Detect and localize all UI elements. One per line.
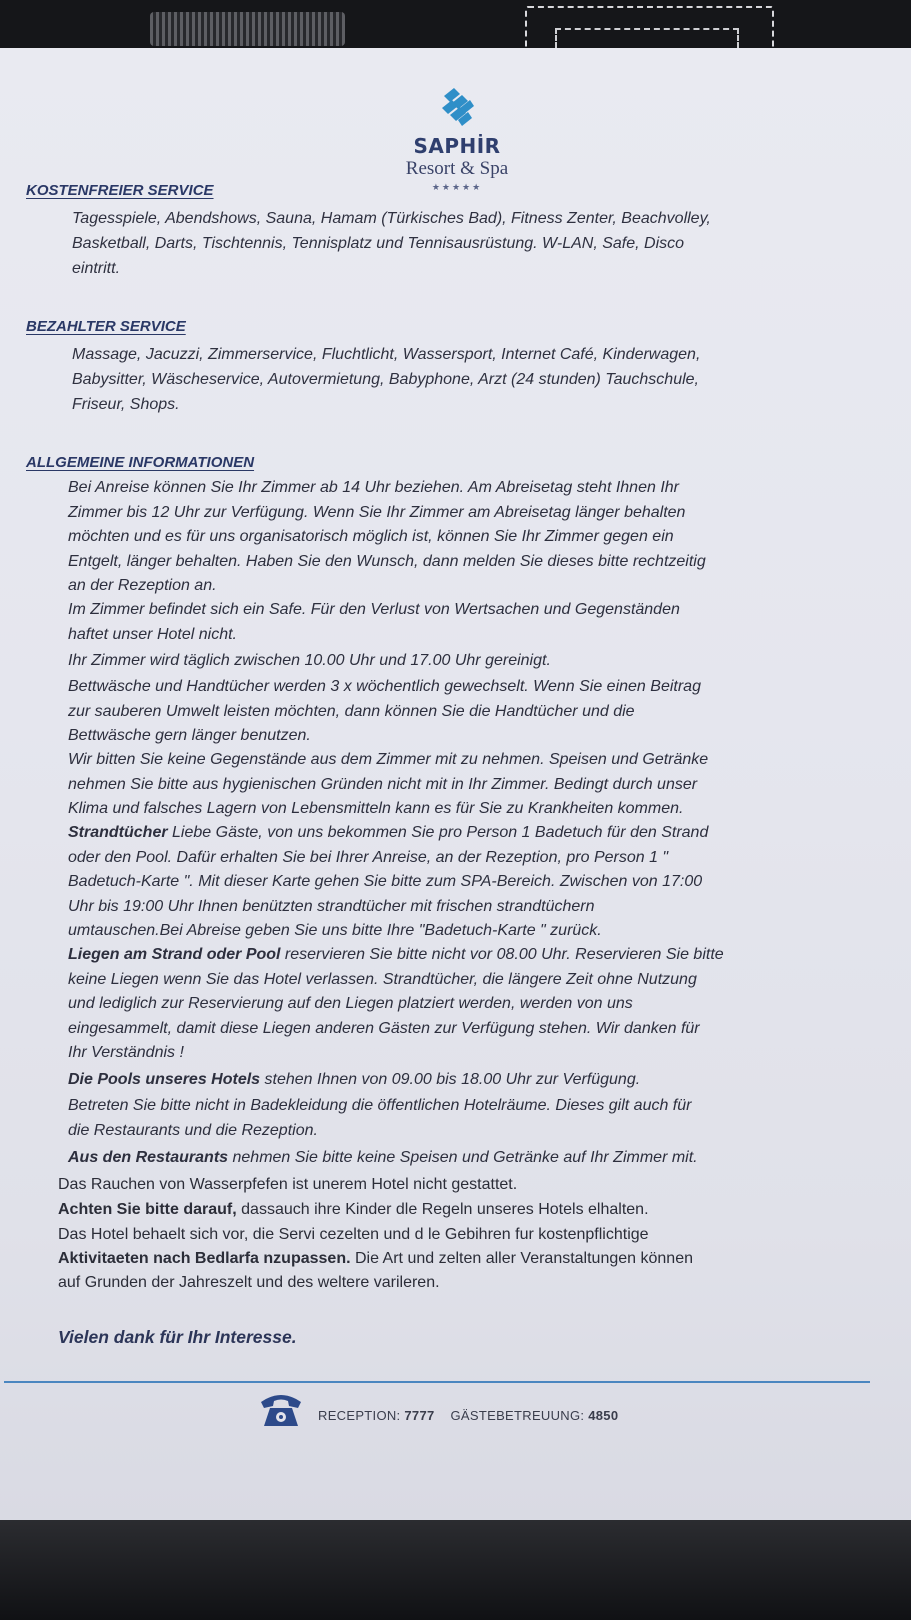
background-bottom [0, 1520, 911, 1620]
document-page [0, 48, 911, 1520]
background-object-right [525, 6, 774, 50]
heading-free-service: KOSTENFREIER SERVICE [26, 182, 214, 199]
heading-general-info: ALLGEMEINE INFORMATIONEN [26, 454, 255, 471]
paid-service-text: Massage, Jacuzzi, Zimmerservice, Fluchtlicht, Wassersport, Internet Café, Kinderwagen, Babysitter, Wäscheservice, Autovermietung, Babyphone, Arzt (24 stunden) Tauchschule, Friseur, Shops. [72, 346, 701, 413]
background-top [0, 0, 911, 48]
loungers-paragraph: Liegen am Strand oder Pool reservieren Sie bitte nicht vor 08.00 Uhr. Reservieren Sie bitte keine Liegen wenn Sie das Hotel verlassen. Strandtücher, die längere Zeit ohne Nutzung und lediglich zur Reservierung auf den Liegen platziert werden, werden von uns eingesammelt, damit diese Liegen anderen Gästen zur Verfügung stehen. Wir danken für Ihr Verständnis ! [68, 946, 724, 1061]
telephone-icon [258, 1390, 304, 1430]
swimwear-paragraph: Betreten Sie bitte nicht in Badekleidung die öffentlichen Hotelräume. Dieses gilt auch für die Restaurants und die Rezeption. [68, 1097, 692, 1139]
items-paragraph: Wir bitten Sie keine Gegenstände aus dem Zimmer mit zu nehmen. Speisen und Getränke nehmen Sie bitte aus hygienischen Gründen nicht mit in Ihr Zimmer. Bedingt durch unser Klima und falsches Lagern von Lebensmitteln kann es für Sie zu Krankheiten kommen. [68, 751, 709, 817]
linen-paragraph: Bettwäsche und Handtücher werden 3 x wöchentlich gewechselt. Wenn Sie einen Beitrag zur sauberen Umwelt leisten möchten, dann können Sie die Handtücher und die Bettwäsche gern länger benutzen. [68, 678, 701, 744]
towels-paragraph: Strandtücher Liebe Gäste, von uns bekommen Sie pro Person 1 Badetuch für den Strand oder den Pool. Dafür erhalten Sie bei Ihrer Anreise, an der Rezeption, pro Person 1 " Badetuch-Karte ". Mit dieser Karte gehen Sie bitte zum SPA-Bereich. Zwischen von 17:00 Uhr bis 19:00 Uhr Ihnen benützten strandtücher mit frischen strandtüchern umtauschen.Bei Abreise geben Sie uns bitte Ihre "Badetuch-Karte " zurück. [68, 824, 709, 939]
logo-stars: ★★★★★ [431, 182, 483, 192]
smoking-paragraph: Das Rauchen von Wasserpfefen ist unerem Hotel nicht gestattet. [58, 1176, 518, 1193]
pools-paragraph: Die Pools unseres Hotels stehen Ihnen von 09.00 bis 18.00 Uhr zur Verfügung. [68, 1071, 641, 1088]
reserve-paragraph: Das Hotel behaelt sich vor, die Servi cezelten und d le Gebihren fur kostenpflichtige [58, 1226, 649, 1243]
restaurants-paragraph: Aus den Restaurants nehmen Sie bitte keine Speisen und Getränke auf Ihr Zimmer mit. [68, 1149, 698, 1166]
logo-subtitle: Resort & Spa [405, 158, 509, 179]
cleaning-paragraph: Ihr Zimmer wird täglich zwischen 10.00 Uhr und 17.00 Uhr gereinigt. [68, 652, 551, 669]
free-service-text: Tagesspiele, Abendshows, Sauna, Hamam (Türkisches Bad), Fitness Zenter, Beachvolley, Basketball, Darts, Tischtennis, Tennisplatz und Tennisausrüstung. W-LAN, Safe, Disco eintritt. [72, 210, 711, 277]
heading-paid-service: BEZAHLTER SERVICE [26, 318, 186, 335]
background-object-left [150, 12, 345, 46]
logo-name: SAPHİR [413, 134, 501, 158]
footer-divider [4, 1381, 870, 1383]
children-paragraph: Achten Sie bitte darauf, dassauch ihre Kinder dle Regeln unseres Hotels elhalten. [58, 1201, 649, 1218]
arrival-paragraph: Bei Anreise können Sie Ihr Zimmer ab 14 Uhr beziehen. Am Abreisetag steht Ihnen Ihr Zimmer bis 12 Uhr zur Verfügung. Wenn Sie Ihr Zimmer am Abreisetag länger behalten möchten und es für uns organisatorisch möglich ist, können Sie Ihr Zimmer gegen ein Entgelt, länger behalten. Haben Sie den Wunsch, dann melden Sie dieses bitte rechtzeitig an der Rezeption an. [68, 479, 706, 594]
saphir-logo-icon [438, 86, 476, 128]
activities-paragraph: Aktivitaeten nach Bedlarfa nzupassen. Die Art und zelten aller Veranstaltungen können auf Grunden der Jahreszelt und des weltere varileren. [58, 1250, 693, 1291]
closing-line: Vielen dank für Ihr Interesse. [58, 1327, 297, 1347]
safe-paragraph: Im Zimmer befindet sich ein Safe. Für den Verlust von Wertsachen und Gegenständen haftet unser Hotel nicht. [68, 601, 680, 643]
footer-contact: RECEPTION: 7777 GÄSTEBETREUUNG: 4850 [318, 1408, 619, 1423]
